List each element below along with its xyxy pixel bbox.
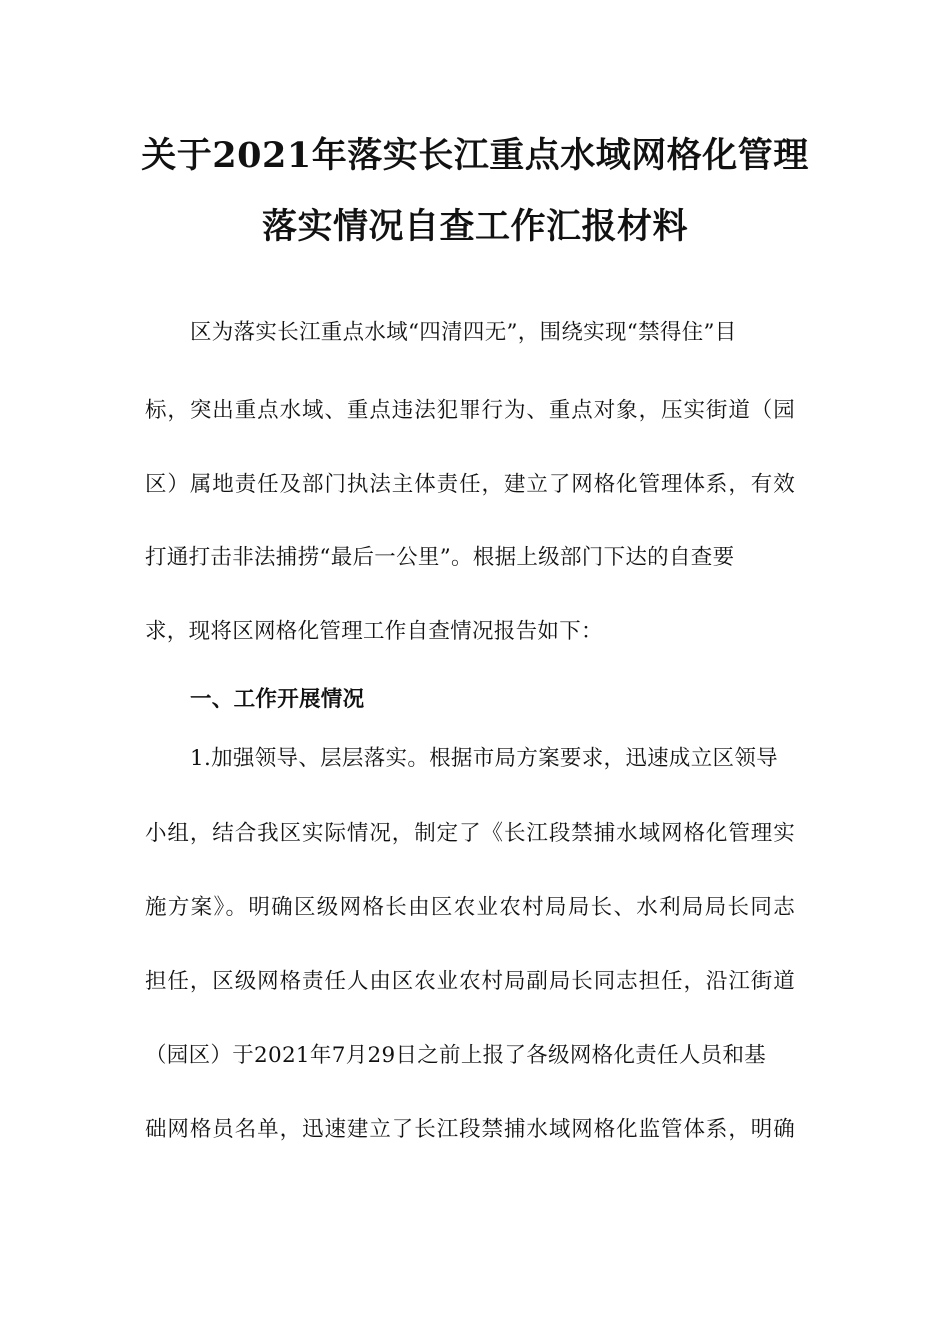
paragraph-2-line-5: （园区）于2021年7月29日之前上报了各级网格化责任人员和基 (145, 1043, 767, 1068)
paragraph-1-line-1: 区为落实长江重点水域“四清四无”，围绕实现“禁得住”目 (190, 320, 737, 345)
paragraph-1-line-4: 打通打击非法捕捞“最后一公里”。根据上级部门下达的自查要 (145, 545, 735, 570)
paragraph-2-line-1: 1.加强领导、层层落实。根据市局方案要求，迅速成立区领导 (190, 746, 778, 771)
paragraph-2-line-4: 担任，区级网格责任人由区农业农村局副局长同志担任，沿江街道 (145, 969, 795, 994)
section-heading: 一、工作开展情况 (190, 687, 365, 712)
paragraph-1-line-3: 区）属地责任及部门执法主体责任，建立了网格化管理体系，有效 (145, 472, 795, 497)
document-title-line-2: 落实情况自查工作汇报材料 (261, 206, 688, 247)
paragraph-2-line-3: 施方案》。明确区级网格长由区农业农村局局长、水利局局长同志 (145, 895, 795, 920)
paragraph-1-line-2: 标，突出重点水域、重点违法犯罪行为、重点对象，压实街道（园 (145, 398, 795, 423)
document-title-line-1: 关于2021年落实长江重点水域网格化管理 (141, 135, 809, 176)
paragraph-1-line-5: 求，现将区网格化管理工作自查情况报告如下： (145, 619, 603, 644)
paragraph-2-line-6: 础网格员名单，迅速建立了长江段禁捕水域网格化监管体系，明确 (145, 1117, 795, 1142)
paragraph-2-line-2: 小组，结合我区实际情况，制定了《长江段禁捕水域网格化管理实 (145, 821, 795, 846)
